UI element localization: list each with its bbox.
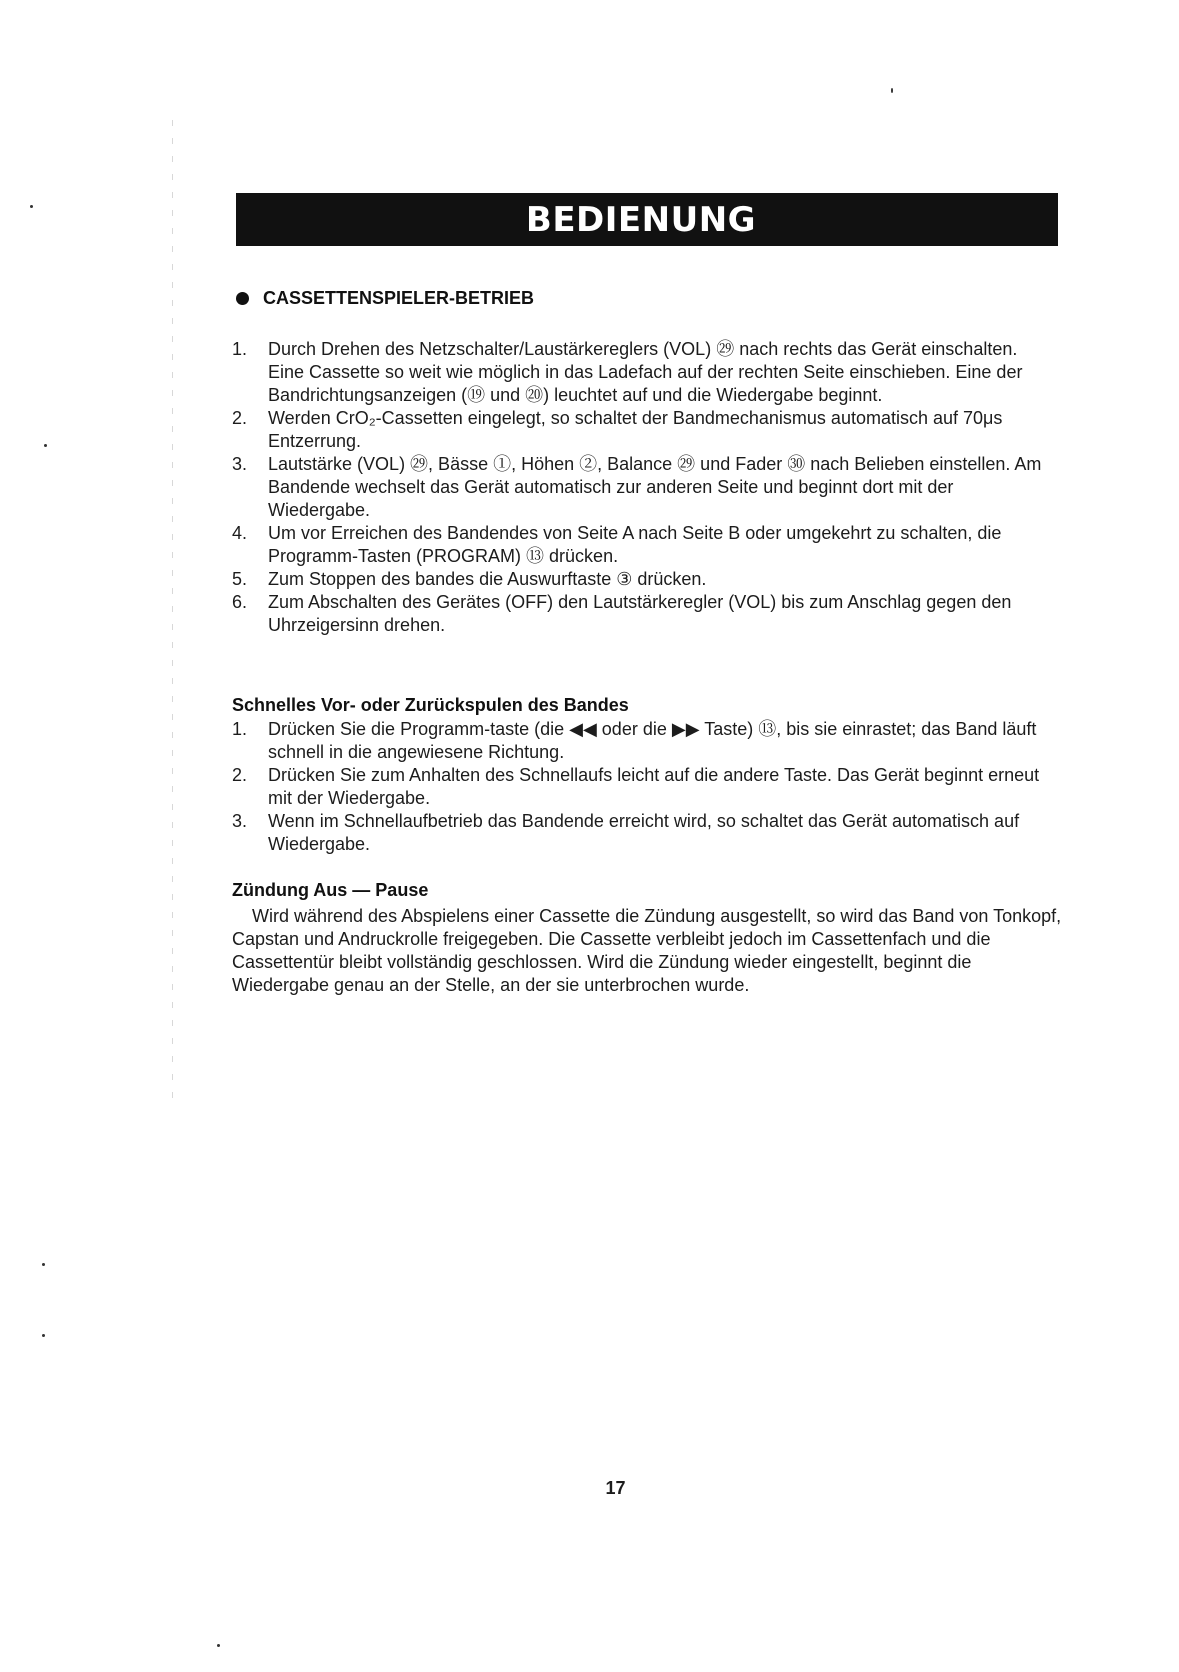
pause-heading: Zündung Aus — Pause (232, 880, 429, 900)
list-item (232, 522, 1058, 568)
step-text: Werden CrO₂-Cassetten eingelegt, so schaltet der Bandmechanismus automatisch auf 70μs Entzerrung. (268, 408, 1003, 451)
step-text: Wenn im Schnellaufbetrieb das Bandende erreicht wird, so schaltet das Gerät automatisch auf Wiedergabe. (268, 811, 1020, 854)
step-text: Zum Stoppen des bandes die Auswurftaste ③ drücken. (268, 569, 707, 589)
section-heading (236, 288, 534, 309)
header-bar (236, 193, 1058, 246)
cassette-steps-list (232, 338, 1058, 637)
list-item (232, 407, 1058, 453)
step-text: Zum Abschalten des Gerätes (OFF) den Lautstärkeregler (VOL) bis zum Anschlag gegen den Uhrzeigersinn drehen. (268, 592, 1012, 635)
scan-margin-line (172, 120, 173, 1100)
scan-speck (30, 205, 33, 208)
fast-wind-heading: Schnelles Vor- oder Zurückspulen des Bandes (232, 695, 629, 715)
page-number: 17 (605, 1478, 626, 1498)
step-number: 1. (232, 339, 248, 359)
step-text: Drücken Sie zum Anhalten des Schnellaufs leicht auf die andere Taste. Das Gerät beginnt erneut mit der Wiedergabe. (268, 765, 1040, 808)
list-item (232, 810, 1058, 856)
fast-wind-steps-list (232, 718, 1058, 856)
step-text: Drücken Sie die Programm-taste (die ◀◀ oder die ▶▶ Taste) ⑬, bis sie einrastet; das Band läuft schnell in die angewiesene Richtung. (268, 719, 1037, 762)
step-text: Durch Drehen des Netzschalter/Laustärkereglers (VOL) ㉙ nach rechts das Gerät einschalten. Eine Cassette so weit wie möglich in das Ladefach auf der rechten Seite einschieben. Eine der Bandrichtungsanzeigen (⑲ und ⑳) leuchtet auf und die Wiedergabe beginnt. (268, 339, 1023, 405)
step-number: 4. (232, 523, 248, 543)
page-title: BEDIENUNG (525, 199, 757, 240)
step-number: 6. (232, 592, 248, 612)
pause-paragraph: Wird während des Abspielens einer Cassette die Zündung ausgestellt, so wird das Band von Tonkopf, Capstan und Andruckrolle freigegeben. Die Cassette verbleibt jedoch im Cassettenfach und die Cassettentür bleibt vollständig geschlossen. Wird die Zündung wieder eingestellt, beginnt die Wiedergabe genau an der Stelle, an der sie unterbrochen wurde. (232, 906, 1062, 995)
step-number: 2. (232, 765, 248, 785)
scan-speck (217, 1644, 220, 1647)
list-item (232, 764, 1058, 810)
scan-speck (42, 1334, 45, 1337)
list-item (232, 591, 1058, 637)
list-item (232, 568, 1058, 591)
step-number: 3. (232, 811, 248, 831)
step-number: 1. (232, 719, 248, 739)
scan-speck (891, 88, 893, 93)
step-number: 2. (232, 408, 248, 428)
list-item (232, 718, 1058, 764)
step-text: Lautstärke (VOL) ㉙, Bässe ①, Höhen ②, Balance ㉙ und Fader ㉚ nach Belieben einstellen. Am Bandende wechselt das Gerät automatisch zur anderen Seite und beginnt dort mit der Wiedergabe. (268, 454, 1042, 520)
list-item (232, 453, 1058, 522)
step-number: 5. (232, 569, 248, 589)
section-heading-text: CASSETTENSPIELER-BETRIEB (263, 288, 535, 308)
step-text: Um vor Erreichen des Bandendes von Seite A nach Seite B oder umgekehrt zu schalten, die Programm-Tasten (PROGRAM) ⑬ drücken. (268, 523, 1002, 566)
scan-speck (44, 444, 47, 447)
step-number: 3. (232, 454, 248, 474)
list-item (232, 338, 1058, 407)
bullet-icon (236, 292, 249, 305)
scan-speck (42, 1263, 45, 1266)
